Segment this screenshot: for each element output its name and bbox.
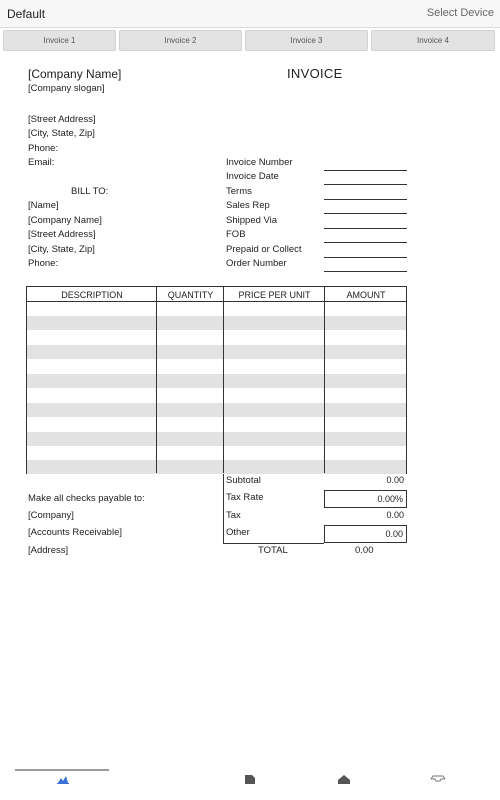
total-label: TOTAL [258,545,288,556]
payable-company[interactable]: [Company] [28,510,74,521]
payable-address[interactable]: [Address] [28,545,69,556]
table-row[interactable] [27,460,406,474]
tax-rate-label: Tax Rate [226,492,264,503]
tab-invoice-2[interactable]: Invoice 2 [119,30,242,51]
order-number-label: Order Number [226,258,287,269]
home-icon[interactable] [336,772,352,784]
column-divider [156,287,157,473]
table-row[interactable] [27,316,406,330]
totals-bottom-line [223,543,324,544]
column-quantity: QUANTITY [167,289,214,300]
column-price-per-unit: PRICE PER UNIT [238,289,311,300]
column-divider [324,287,325,473]
table-row[interactable] [27,345,406,359]
select-device-button[interactable]: Select Device [426,7,494,19]
sender-street[interactable]: [Street Address] [28,114,96,125]
invoice-title: INVOICE [287,66,343,81]
payable-accounts[interactable]: [Accounts Receivable] [28,527,122,538]
table-header [27,287,406,302]
invoice-icon[interactable] [55,772,71,784]
order-number-field[interactable] [324,271,407,272]
invoice-document [0,52,500,762]
shipped-via-field[interactable] [324,228,407,229]
table-row[interactable] [27,432,406,446]
sender-city[interactable]: [City, State, Zip] [28,128,95,139]
fob-label: FOB [226,229,246,240]
payable-note: Make all checks payable to: [28,493,145,504]
column-description: DESCRIPTION [61,289,123,300]
bill-to-city[interactable]: [City, State, Zip] [28,244,95,255]
totals-divider [223,474,224,544]
table-row[interactable] [27,374,406,388]
company-name[interactable]: [Company Name] [28,67,122,81]
bill-to-heading: BILL TO: [71,186,109,197]
sales-rep-label: Sales Rep [226,200,270,211]
shipped-via-label: Shipped Via [226,215,278,226]
active-tab-indicator [15,769,109,771]
subtotal-label: Subtotal [226,475,261,486]
invoice-number-label: Invoice Number [226,157,293,168]
sender-email[interactable]: Email: [28,157,55,168]
prepaid-collect-field[interactable] [324,257,407,258]
invoice-date-field[interactable] [324,184,407,185]
bill-to-company[interactable]: [Company Name] [28,215,102,226]
fob-field[interactable] [324,242,407,243]
terms-field[interactable] [324,199,407,200]
line-items-table [26,286,407,474]
invoice-number-field[interactable] [324,170,407,171]
sales-rep-field[interactable] [324,213,407,214]
bottom-navigation [0,762,500,800]
table-row[interactable] [27,403,406,417]
tab-invoice-4[interactable]: Invoice 4 [371,30,495,51]
other-field[interactable]: 0.00 [324,525,407,543]
invoice-tabs [0,30,500,52]
sender-phone[interactable]: Phone: [28,143,59,154]
company-slogan[interactable]: [Company slogan] [28,83,105,94]
top-bar [0,0,500,28]
document-icon[interactable] [242,772,258,784]
column-amount: AMOUNT [346,289,386,300]
tax-rate-field[interactable]: 0.00% [324,490,407,508]
tray-icon[interactable] [430,772,446,784]
tab-invoice-1[interactable]: Invoice 1 [3,30,116,51]
invoice-date-label: Invoice Date [226,171,279,182]
tab-invoice-3[interactable]: Invoice 3 [245,30,368,51]
bill-to-phone[interactable]: Phone: [28,258,59,269]
profile-title: Default [7,7,46,21]
column-divider [223,287,224,473]
bill-to-name[interactable]: [Name] [28,200,59,211]
terms-label: Terms [226,186,252,197]
other-label: Other [226,527,250,538]
tax-label: Tax [226,510,241,521]
prepaid-collect-label: Prepaid or Collect [226,244,302,255]
subtotal-value: 0.00 [386,475,404,485]
bill-to-street[interactable]: [Street Address] [28,229,96,240]
tax-value: 0.00 [386,510,404,520]
total-value: 0.00 [355,545,374,556]
